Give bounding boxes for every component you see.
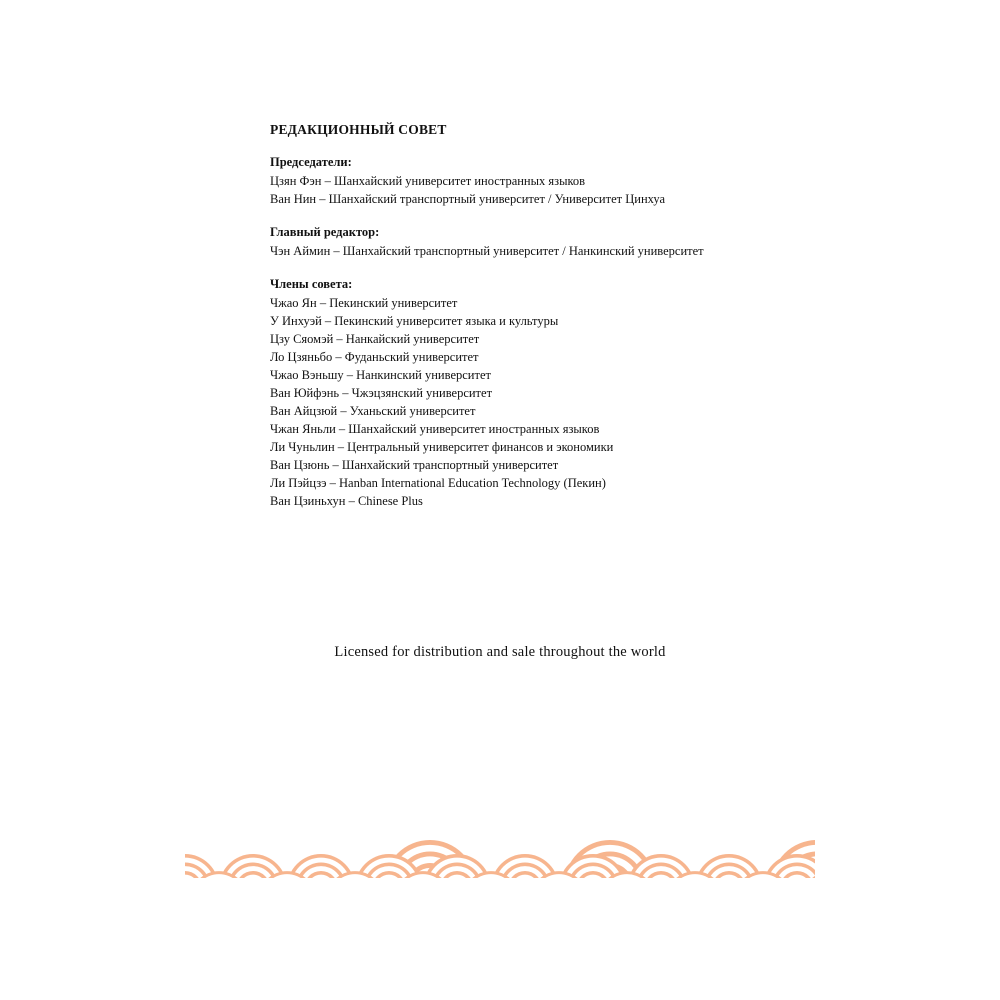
chief-editor-heading: Главный редактор: xyxy=(270,225,380,239)
chairs-section xyxy=(270,154,830,208)
council-member: Ло Цзяньбо – Фуданьский университет xyxy=(270,350,479,364)
council-member: Ли Чуньлин – Центральный университет финансов и экономики xyxy=(270,440,614,454)
chair-member: Ван Нин – Шанхайский транспортный университет / Университет Цинхуа xyxy=(270,192,666,206)
editorial-board xyxy=(270,122,830,526)
chairs-heading: Председатели: xyxy=(270,155,352,169)
council-section xyxy=(270,276,830,510)
council-member: Ван Юйфэнь – Чжэцзянский университет xyxy=(270,386,493,400)
council-member: Ван Айцзюй – Уханьский университет xyxy=(270,404,476,418)
chief-editor-member: Чэн Аймин – Шанхайский транспортный университет / Нанкинский университет xyxy=(270,244,704,258)
council-heading: Члены совета: xyxy=(270,277,353,291)
council-member: Ван Цзюнь – Шанхайский транспортный университет xyxy=(270,458,559,472)
council-member: Цзу Сяомэй – Нанкайский университет xyxy=(270,332,480,346)
chief-editor-section xyxy=(270,224,830,260)
council-member: Чжао Вэньшу – Нанкинский университет xyxy=(270,368,491,382)
council-member: Чжао Ян – Пекинский университет xyxy=(270,296,458,310)
council-member: Ван Цзиньхун – Chinese Plus xyxy=(270,494,423,508)
board-title: РЕДАКЦИОННЫЙ СОВЕТ xyxy=(270,122,447,137)
council-member: Чжан Яньли – Шанхайский университет иностранных языков xyxy=(270,422,600,436)
chair-member: Цзян Фэн – Шанхайский университет иностранных языков xyxy=(270,174,586,188)
license-notice: Licensed for distribution and sale throughout the world xyxy=(334,644,666,660)
council-member: У Инхуэй – Пекинский университет языка и культуры xyxy=(270,314,559,328)
council-member: Ли Пэйцзэ – Hanban International Education Technology (Пекин) xyxy=(270,476,606,490)
seigaiha-waves-icon xyxy=(185,816,815,878)
